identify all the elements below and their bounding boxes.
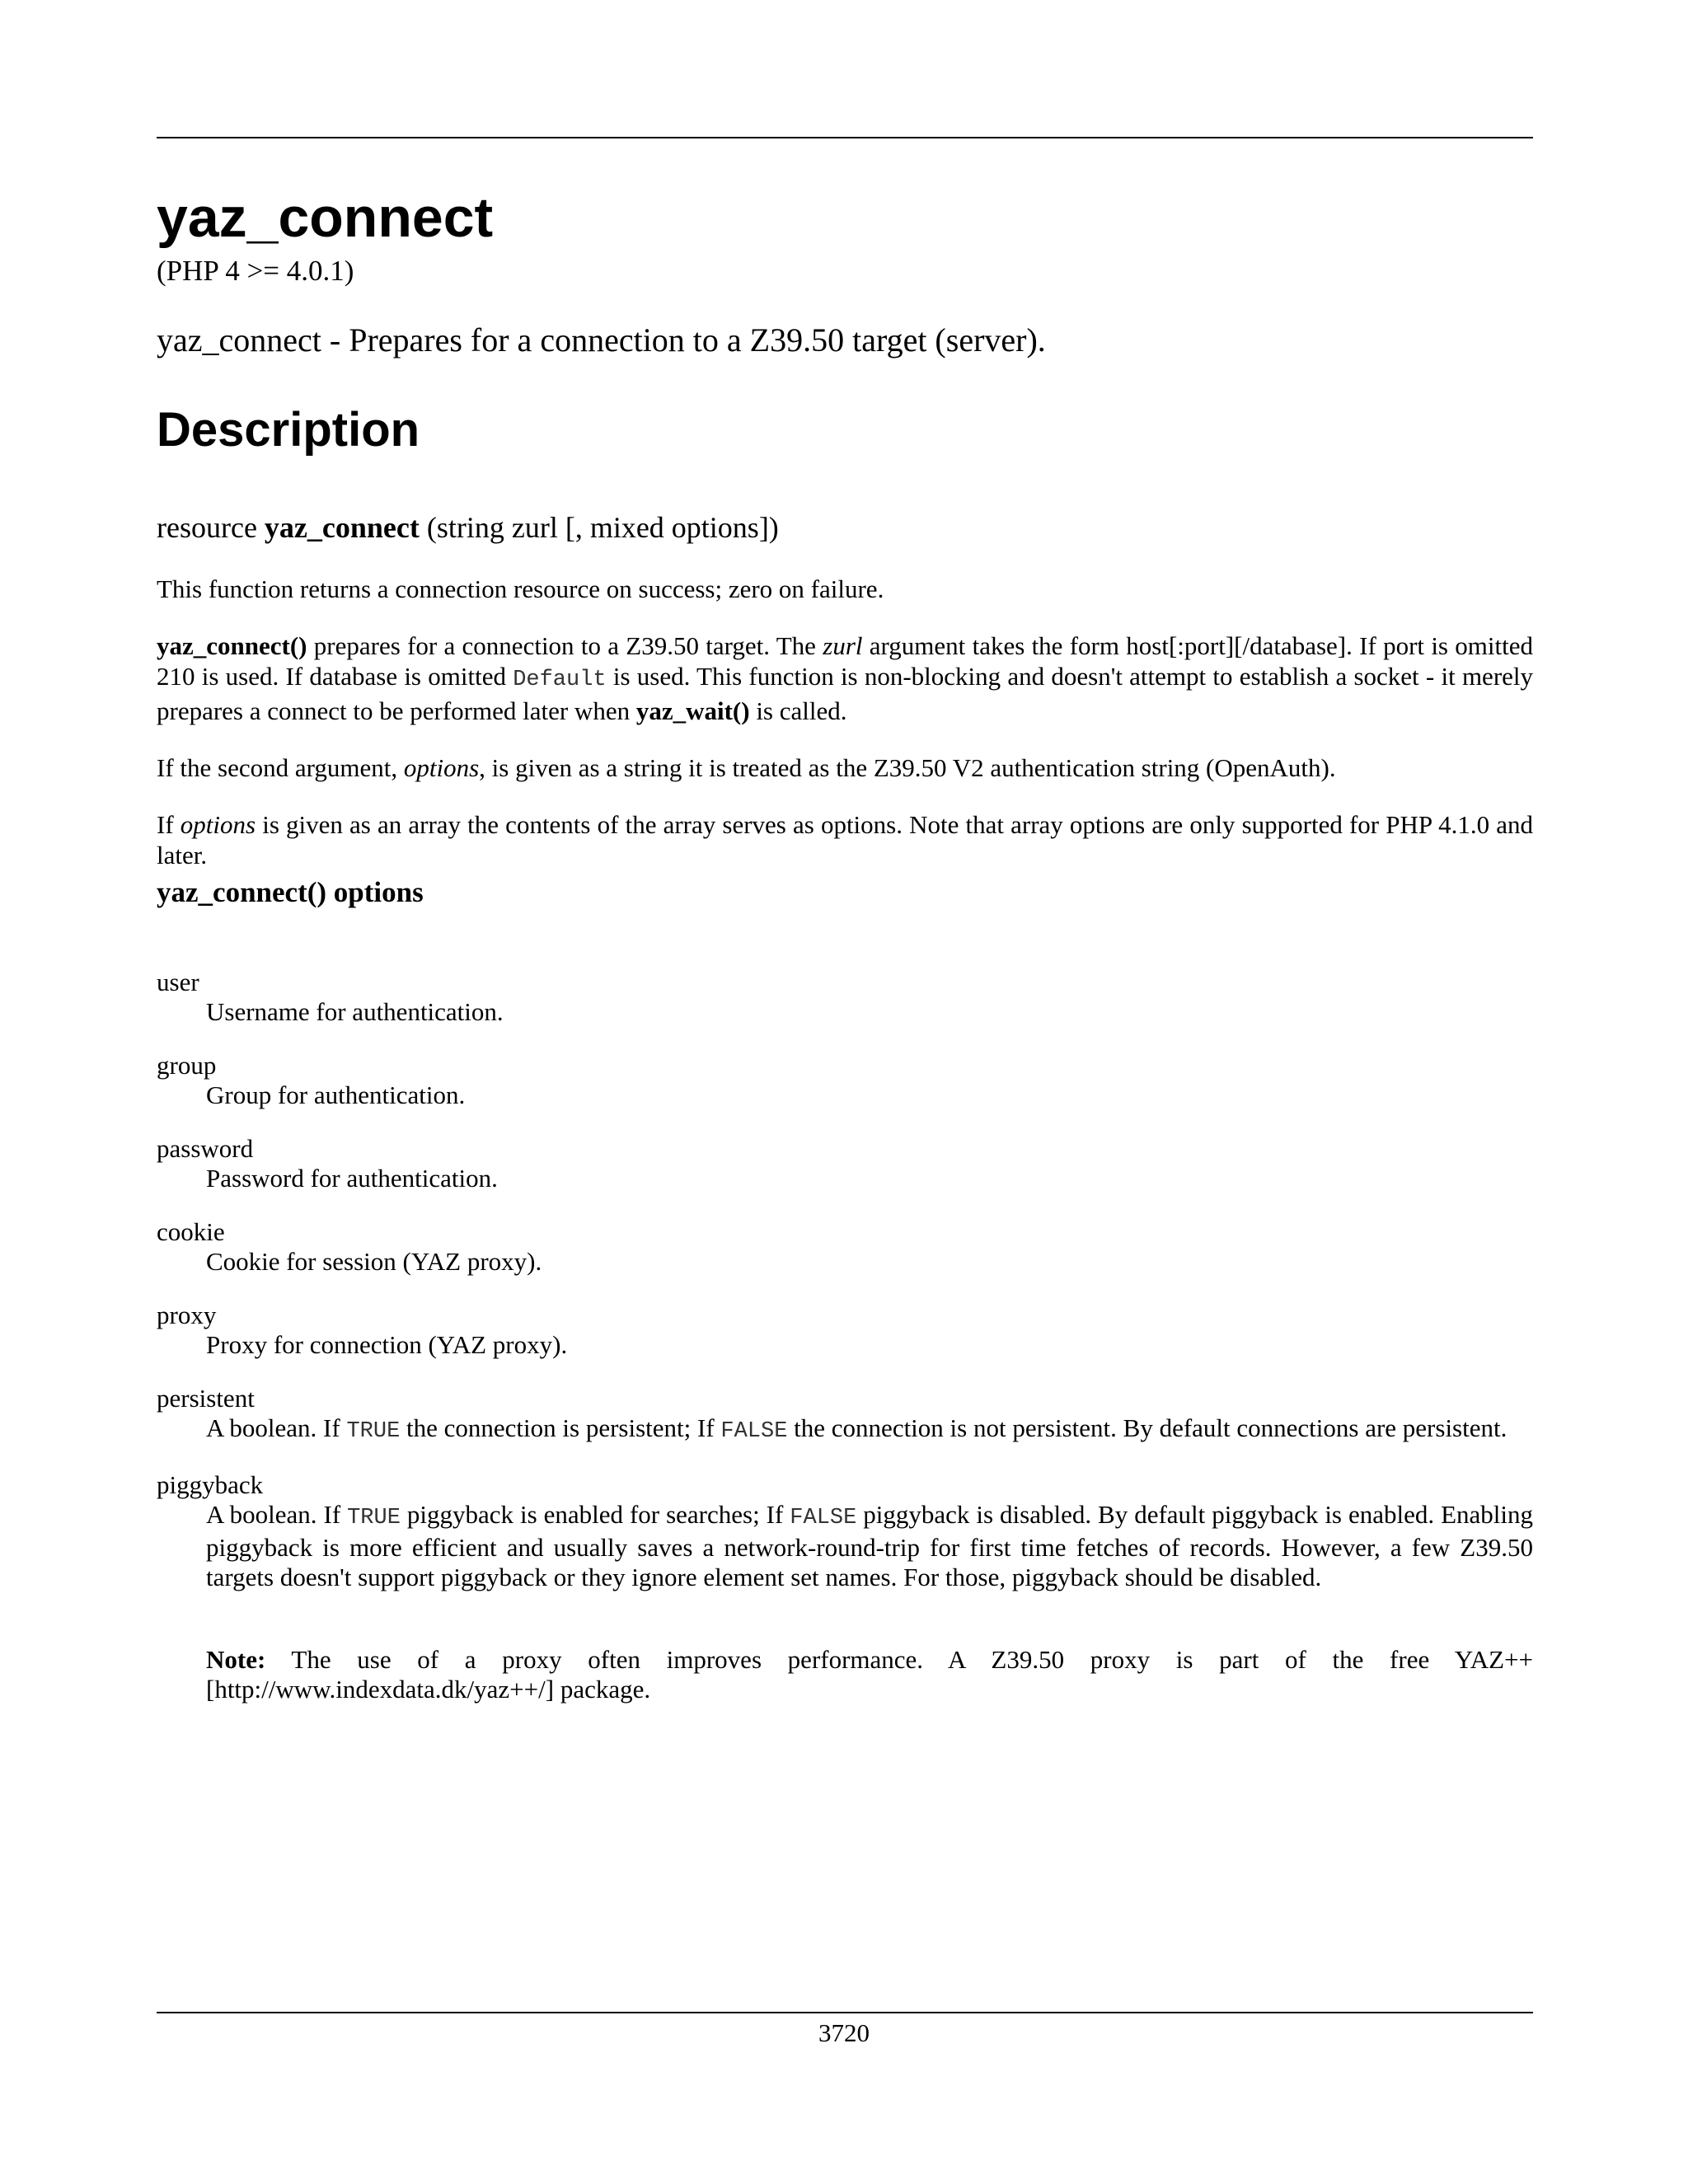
param-ref-zurl: zurl <box>823 631 863 661</box>
top-rule <box>157 137 1533 138</box>
option-user <box>157 968 1533 1027</box>
option-definition <box>206 1413 1533 1446</box>
options-array-paragraph <box>157 809 1533 870</box>
constant-true: TRUE <box>347 1506 401 1531</box>
text-run: is used. This function is non-blocking and doesn't attempt to establish a socket - it merely prepares a connect to be performed later when <box>157 662 1534 726</box>
version-info: (PHP 4 >= 4.0.1) <box>157 255 354 287</box>
note-label: Note: <box>206 1645 266 1675</box>
page-content <box>157 186 1534 1704</box>
option-term: proxy <box>157 1301 217 1330</box>
option-definition: Proxy for connection (YAZ proxy). <box>206 1330 568 1360</box>
note-text: The use of a proxy often improves performance. A Z39.50 proxy is part of the free YAZ++ [http://www.indexdata.dk/yaz++/] package. <box>206 1645 1533 1704</box>
option-definition: Group for authentication. <box>206 1080 466 1110</box>
option-definition: Cookie for session (YAZ proxy). <box>206 1247 542 1277</box>
page-title: yaz_connect <box>157 186 494 249</box>
option-persistent <box>157 1384 1533 1446</box>
option-definition <box>206 1500 1533 1592</box>
option-term: piggyback <box>157 1470 264 1500</box>
code-literal-default: Default <box>513 668 607 693</box>
option-definition: Username for authentication. <box>206 997 504 1027</box>
options-table-title: yaz_connect() options <box>157 876 424 909</box>
text-run: A boolean. If <box>206 1413 347 1443</box>
text-run: the connection is not persistent. By default connections are persistent. <box>787 1413 1507 1443</box>
param-ref-options: options <box>403 753 480 783</box>
text-run: the connection is persistent; If <box>400 1413 721 1443</box>
options-list <box>157 968 1533 1592</box>
option-definition: Password for authentication. <box>206 1164 498 1193</box>
option-term: user <box>157 968 199 997</box>
option-group <box>157 1051 1533 1110</box>
bottom-rule <box>157 2012 1533 2013</box>
note-block <box>206 1645 1533 1704</box>
option-proxy <box>157 1301 1533 1360</box>
description-paragraph <box>157 630 1533 726</box>
option-term: persistent <box>157 1384 255 1413</box>
synopsis-return-type: resource <box>157 510 265 544</box>
option-term: group <box>157 1051 217 1080</box>
function-purpose: yaz_connect - Prepares for a connection to a Z39.50 target (server). <box>157 321 1046 359</box>
param-ref-options: options <box>180 810 256 840</box>
constant-true: TRUE <box>346 1419 401 1445</box>
options-string-paragraph <box>157 752 1533 783</box>
text-run: piggyback is disabled. By default piggyback is enabled. Enabling piggyback is more efficient and usually saves a network-round-trip for first time fetches of records. However, a few Z39.50 targets doesn't support piggyback or they ignore element set names. For those, piggyback should be disabled. <box>206 1500 1533 1592</box>
text-run: A boolean. If <box>206 1500 348 1530</box>
return-value-paragraph: This function returns a connection resource on success; zero on failure. <box>157 574 884 604</box>
option-cookie <box>157 1217 1533 1277</box>
text-run: If <box>157 810 181 840</box>
text-run: is given as an array the contents of the array serves as options. Note that array options are only supported for PHP 4.1.0 and later. <box>157 810 1533 870</box>
constant-false: FALSE <box>790 1506 857 1531</box>
function-ref-yaz-wait: yaz_wait() <box>635 696 750 726</box>
option-piggyback <box>157 1470 1533 1592</box>
section-heading-description: Description <box>157 402 420 457</box>
page-number: 3720 <box>818 2018 870 2047</box>
text-run: argument takes the form host[:port][/database]. If port is omitted 210 is used. If database is omitted <box>157 631 1533 691</box>
text-run: If the second argument, <box>157 753 404 783</box>
function-ref-yaz-connect: yaz_connect() <box>157 631 307 661</box>
option-term: cookie <box>157 1217 225 1247</box>
text-run: is called. <box>749 696 847 726</box>
synopsis-params: (string zurl [, mixed options]) <box>419 510 779 544</box>
text-run: , is given as a string it is treated as the Z39.50 V2 authentication string (OpenAuth). <box>479 753 1336 783</box>
constant-false: FALSE <box>720 1419 788 1445</box>
option-password <box>157 1134 1533 1193</box>
text-run: prepares for a connection to a Z39.50 target. The <box>307 631 823 661</box>
option-term: password <box>157 1134 254 1164</box>
synopsis-function-name: yaz_connect <box>264 510 420 544</box>
function-synopsis <box>157 512 1533 545</box>
text-run: piggyback is enabled for searches; If <box>400 1500 790 1530</box>
